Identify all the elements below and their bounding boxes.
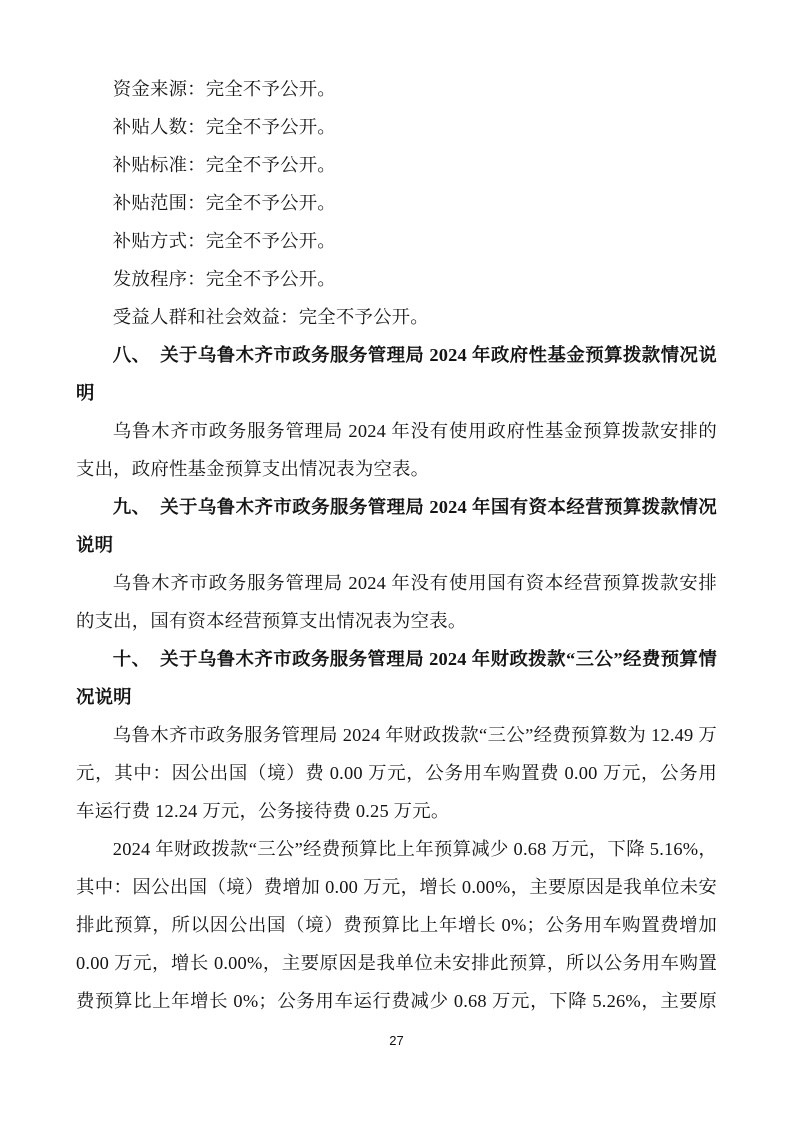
disclosure-line-subsidy-scope: 补贴范围：完全不予公开。 — [112, 193, 336, 213]
section-10-paragraph-1: 乌鲁木齐市政务服务管理局 2024 年财政拨款“三公”经费预算数为 12.49 万元，其中：因公出国（境）费 0.00 万元，公务用车购置费 0.00 万元，公务用车运行费 12.24 万元，公务接待费 0.25 万元。 — [76, 725, 717, 821]
section-10-paragraph-2: 2024 年财政拨款“三公”经费预算比上年预算减少 0.68 万元，下降 5.16%，其中：因公出国（境）费增加 0.00 万元，增长 0.00%，主要原因是我单位未安排此预算，所以因公出国（境）费预算比上年增长 0%；公务用车购置费增加 0.00 万元，增长 0.00%，主要原因是我单位未安排此预算，所以公务用车购置费预算比上年增长 0%；公务用车运行费减少 0.68 万元，下降 5.26%，主要原 — [76, 839, 717, 1011]
section-heading-9-state-capital-budget: 九、 关于乌鲁木齐市政务服务管理局 2024 年国有资本经营预算拨款情况说明 — [76, 497, 717, 555]
disclosure-line-subsidy-headcount: 补贴人数：完全不予公开。 — [112, 117, 336, 137]
disclosure-line-subsidy-method: 补贴方式：完全不予公开。 — [112, 231, 336, 251]
disclosure-line-distribution-procedure: 发放程序：完全不予公开。 — [112, 269, 336, 289]
disclosure-line-subsidy-standard: 补贴标准：完全不予公开。 — [112, 155, 336, 175]
page-number: 27 — [389, 1033, 404, 1048]
section-heading-8-government-fund-budget: 八、 关于乌鲁木齐市政务服务管理局 2024 年政府性基金预算拨款情况说明 — [76, 345, 717, 403]
section-9-paragraph: 乌鲁木齐市政务服务管理局 2024 年没有使用国有资本经营预算拨款安排的支出，国有资本经营预算支出情况表为空表。 — [76, 573, 717, 631]
page-footer — [0, 1032, 793, 1050]
section-heading-10-three-public-expenses: 十、 关于乌鲁木齐市政务服务管理局 2024 年财政拨款“三公”经费预算情况说明 — [76, 649, 717, 707]
document-body — [76, 70, 717, 1020]
disclosure-line-beneficiaries: 受益人群和社会效益：完全不予公开。 — [112, 307, 429, 327]
disclosure-line-funding-source: 资金来源：完全不予公开。 — [112, 79, 336, 99]
section-8-paragraph: 乌鲁木齐市政务服务管理局 2024 年没有使用政府性基金预算拨款安排的支出，政府性基金预算支出情况表为空表。 — [76, 421, 717, 479]
